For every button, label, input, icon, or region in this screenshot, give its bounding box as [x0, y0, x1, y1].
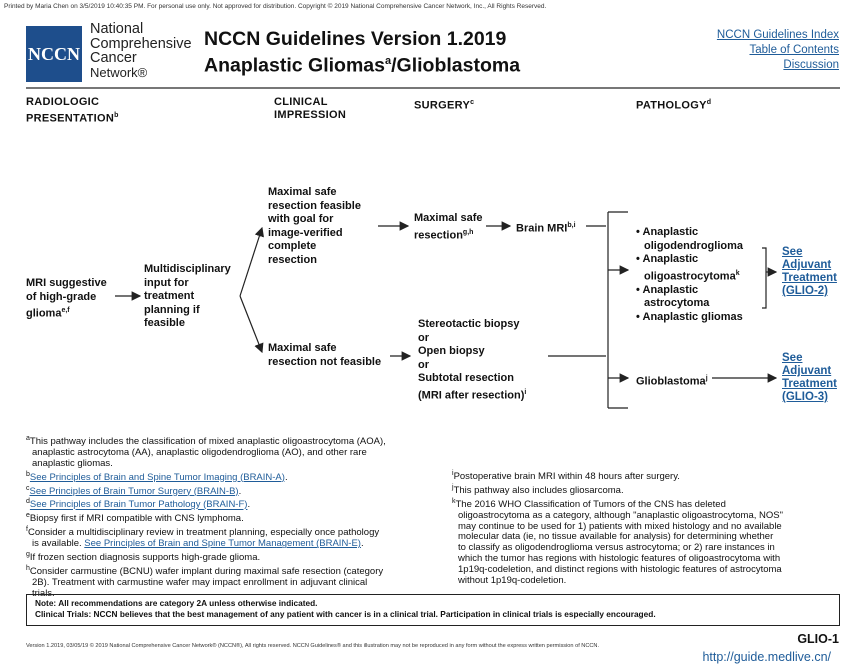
pathology-principles-link[interactable]: See Principles of Brain Tumor Pathology (BRAIN-F) [29, 499, 248, 511]
path-item-2: • Anaplastic [636, 253, 699, 265]
biopsy-l3: Open biopsy [418, 345, 485, 357]
biopsy-l4: or [418, 358, 429, 371]
mdt-l3: treatment [144, 290, 195, 302]
col-surgery-text: SURGERY [414, 99, 471, 112]
node-brain-mri [516, 219, 576, 236]
fn-h-l3: trials. [32, 587, 55, 599]
management-principles-link[interactable]: See Principles of Brain and Spine Tumor Management (BRAIN-E) [84, 538, 361, 550]
path-item-3b: astrocytoma [644, 297, 710, 310]
fn-h-l2: 2B). Treatment with carmustine wafer may impact enrollment in adjuvant clinical [32, 577, 368, 589]
footnote-k [452, 497, 842, 511]
mri-l2: of high-grade [26, 290, 97, 303]
footnotes-left [26, 434, 446, 600]
fn-k-l8: without 1p19q-codeletion. [458, 574, 567, 586]
fn-k-l5: to classify as oligodendroglioma versus astrocytoma; or 2) rare instances in [458, 542, 775, 554]
node-glioblastoma [636, 372, 708, 389]
see2-l3: Treatment [782, 378, 837, 390]
feasible-l2: resection feasible [268, 199, 361, 212]
title-topic: Anaplastic Gliomas [204, 54, 385, 77]
fn-d-mark: d [26, 498, 30, 506]
title-topic-2: /Glioblastoma [391, 54, 521, 77]
fn-h-l1: Consider carmustine (BCNU) wafer implant during maximal safe resection (category [29, 566, 384, 578]
org-line-3: Cancer [90, 50, 137, 66]
feasible-l6: resection [268, 253, 317, 266]
footnote-b [26, 470, 446, 484]
node-maximal-safe-resection [414, 212, 482, 243]
maxsafe-l2: resection [414, 229, 463, 242]
path-item-3: • Anaplastic [636, 283, 699, 296]
col-radiologic-l2: PRESENTATION [26, 112, 115, 125]
feasible-l1: Maximal safe [268, 186, 337, 198]
fn-j-mark: j [452, 483, 454, 491]
fn-i-text: Postoperative brain MRI within 48 hours after surgery. [453, 471, 680, 483]
footnote-j [452, 483, 842, 497]
fn-a-l1: This pathway includes the classification of mixed anaplastic oligoastrocytoma (AOA), [29, 436, 386, 448]
bracket-list [762, 248, 766, 308]
imaging-principles-link[interactable]: See Principles of Brain and Spine Tumor Imaging (BRAIN-A) [29, 471, 285, 483]
notfeasible-l1: Maximal safe [268, 342, 337, 354]
mdt-l5: feasible [144, 317, 185, 329]
footnote-g [26, 550, 446, 564]
feasible-l3: with goal for [268, 213, 334, 225]
biopsy-sup: i [524, 388, 527, 396]
org-line-4: Network® [90, 64, 148, 80]
fn-f-mark: f [26, 526, 28, 534]
fn-k-mark: k [452, 497, 456, 505]
table-of-contents-link[interactable]: Table of Contents [749, 44, 839, 56]
notfeasible-l2: resection not feasible [268, 355, 382, 368]
fn-g-text: If frozen section diagnosis supports high-grade glioma. [29, 552, 261, 564]
footnote-a [26, 434, 446, 448]
glioblastoma-text: Glioblastoma [636, 375, 706, 388]
col-surgery-sup: c [470, 99, 475, 106]
logo-text: NCCN [28, 43, 80, 64]
fn-k-l7: 1p19q-codeletion, and distinct regions with histologic features of astrocytoma [458, 563, 782, 575]
brain-mri-text: Brain MRI [516, 222, 568, 235]
org-line-2: Comprehensive [90, 35, 192, 52]
fn-k-l2: oligoastrocytoma as a category, although "anaplastic oligoastrocytoma, NOS" [458, 509, 783, 521]
biopsy-l5: Subtotal resection [418, 372, 514, 384]
fn-e-text: Biopsy first if MRI compatible with CNS lymphoma. [29, 513, 244, 525]
see-adjuvant-glio-3-link[interactable] [782, 352, 837, 404]
arrow-mdt-to-notfeasible [240, 296, 262, 352]
fn-k-l3: may continue to be used for 1) patients with mixed histology and no available [458, 520, 782, 532]
fn-a-l3: anaplastic gliomas. [32, 457, 113, 469]
arrow-mdt-to-feasible [240, 228, 262, 296]
col-pathology-text: PATHOLOGY [636, 99, 707, 112]
fn-e-mark: e [26, 512, 30, 520]
see1-l1: See [782, 246, 803, 258]
see1-l2: Adjuvant [782, 259, 832, 271]
node-mri-suggestive [26, 277, 107, 321]
guidelines-index-link[interactable]: NCCN Guidelines Index [716, 29, 839, 41]
col-pathology-sup: d [706, 99, 712, 106]
glioblastoma-sup: j [705, 375, 708, 382]
footnote-f [26, 525, 446, 539]
fn-c-end: . [238, 485, 242, 497]
mri-sup: e,f [61, 307, 70, 314]
fn-k-l4: molecular data (ie, no tissue available for analysis) for determining whether [458, 531, 774, 543]
title-sup: a [384, 55, 392, 67]
fn-i-mark: i [452, 470, 454, 477]
col-radiologic-sup: b [114, 112, 119, 119]
node-resection-feasible [268, 186, 361, 267]
fn-a-mark: a [26, 435, 30, 442]
mdt-l1: Multidisciplinary [144, 263, 231, 275]
see1-l3: Treatment [782, 272, 837, 284]
fn-f-end: . [360, 538, 364, 550]
see1-l4: (GLIO-2) [782, 285, 828, 297]
path-item-1b: oligodendroglioma [644, 239, 743, 252]
fn-g-mark: g [26, 551, 30, 559]
org-line-1: National [90, 21, 144, 37]
mdt-l4: planning if [144, 303, 200, 316]
copyright-footer: Version 1.2019, 03/05/19 © 2019 National Comprehensive Cancer Network® (NCCN®), All rights reserved. NCCN Guidelines® and this illustration may not be reproduced in any form without the express written permission of NCCN. [26, 643, 600, 649]
see2-l2: Adjuvant [782, 365, 832, 377]
biopsy-l1: Stereotactic biopsy [418, 318, 520, 330]
fn-j-text: This pathway also includes gliosarcoma. [453, 485, 624, 497]
node-biopsy [418, 318, 526, 403]
print-notice: Printed by Maria Chen on 3/5/2019 10:40:35 PM. For personal use only. Not approved for distribution. Copyright © 2019 National Comprehensive Cancer Network, Inc., All Rights Reserved. [4, 3, 547, 10]
node-resection-not-feasible [268, 342, 381, 369]
path-item-1: • Anaplastic [636, 226, 699, 238]
mri-l3: glioma [26, 307, 62, 320]
footnotes-right [452, 469, 842, 586]
footnote-i [452, 469, 842, 483]
see2-l4: (GLIO-3) [782, 391, 828, 403]
path-item-2-sup: k [735, 269, 740, 277]
fn-a-l2: anaplastic astrocytoma (AA), anaplastic oligodendroglioma (AO), and other rare [32, 446, 367, 458]
footnote-h [26, 564, 446, 578]
fn-b-end: . [284, 471, 288, 483]
footnote-d [26, 497, 446, 511]
col-radiologic-l1: RADIOLOGIC [26, 96, 100, 108]
title-line-1: NCCN Guidelines Version 1.2019 [204, 28, 507, 50]
see-adjuvant-glio-2-link[interactable] [782, 246, 837, 298]
fn-c-mark: c [26, 484, 30, 492]
fn-b-mark: b [26, 470, 30, 478]
fn-k-l1: The 2016 WHO Classification of Tumors of the CNS has deleted [455, 499, 726, 511]
node-multidisciplinary [144, 263, 231, 331]
mri-l1: MRI suggestive [26, 277, 107, 289]
fn-f-l2: is available. [32, 538, 85, 550]
maxsafe-sup: g,h [462, 228, 474, 236]
mdt-l2: input for [144, 276, 189, 289]
node-pathology-list [636, 226, 743, 324]
discussion-link[interactable]: Discussion [783, 59, 839, 71]
maxsafe-l1: Maximal safe [414, 212, 483, 224]
fn-f-l1: Consider a multidisciplinary review in treatment planning, especially once pathology [27, 527, 380, 539]
see2-l1: See [782, 352, 803, 364]
surgery-principles-link[interactable]: See Principles of Brain Tumor Surgery (BRAIN-B) [29, 485, 239, 497]
path-item-2b: oligoastrocytoma [644, 270, 736, 283]
note-line-2: Clinical Trials: NCCN believes that the best management of any patient with cancer is in a clinical trial. Participation in clinical trials is especially encouraged. [35, 609, 656, 619]
page-code: GLIO-1 [797, 632, 839, 646]
fn-k-l6: which the tumor has regions with histologic features of oligoastrocytoma with [458, 553, 781, 565]
brain-mri-sup: b,i [567, 222, 576, 229]
feasible-l4: image-verified [268, 226, 343, 239]
col-clinical-l2: IMPRESSION [274, 109, 347, 121]
fn-h-mark: h [26, 565, 30, 573]
col-clinical-l1: CLINICAL [274, 96, 328, 108]
note-line-1: Note: All recommendations are category 2A unless otherwise indicated. [35, 598, 318, 608]
footnote-e [26, 511, 446, 525]
biopsy-l2: or [418, 331, 429, 344]
biopsy-l6: (MRI after resection) [418, 389, 525, 402]
recommendation-note [26, 594, 840, 626]
fn-d-end: . [247, 499, 251, 511]
footnote-c [26, 484, 446, 498]
feasible-l5: complete [268, 240, 317, 252]
path-item-4: • Anaplastic gliomas [636, 310, 743, 323]
watermark-url: http://guide.medlive.cn/ [702, 650, 831, 664]
